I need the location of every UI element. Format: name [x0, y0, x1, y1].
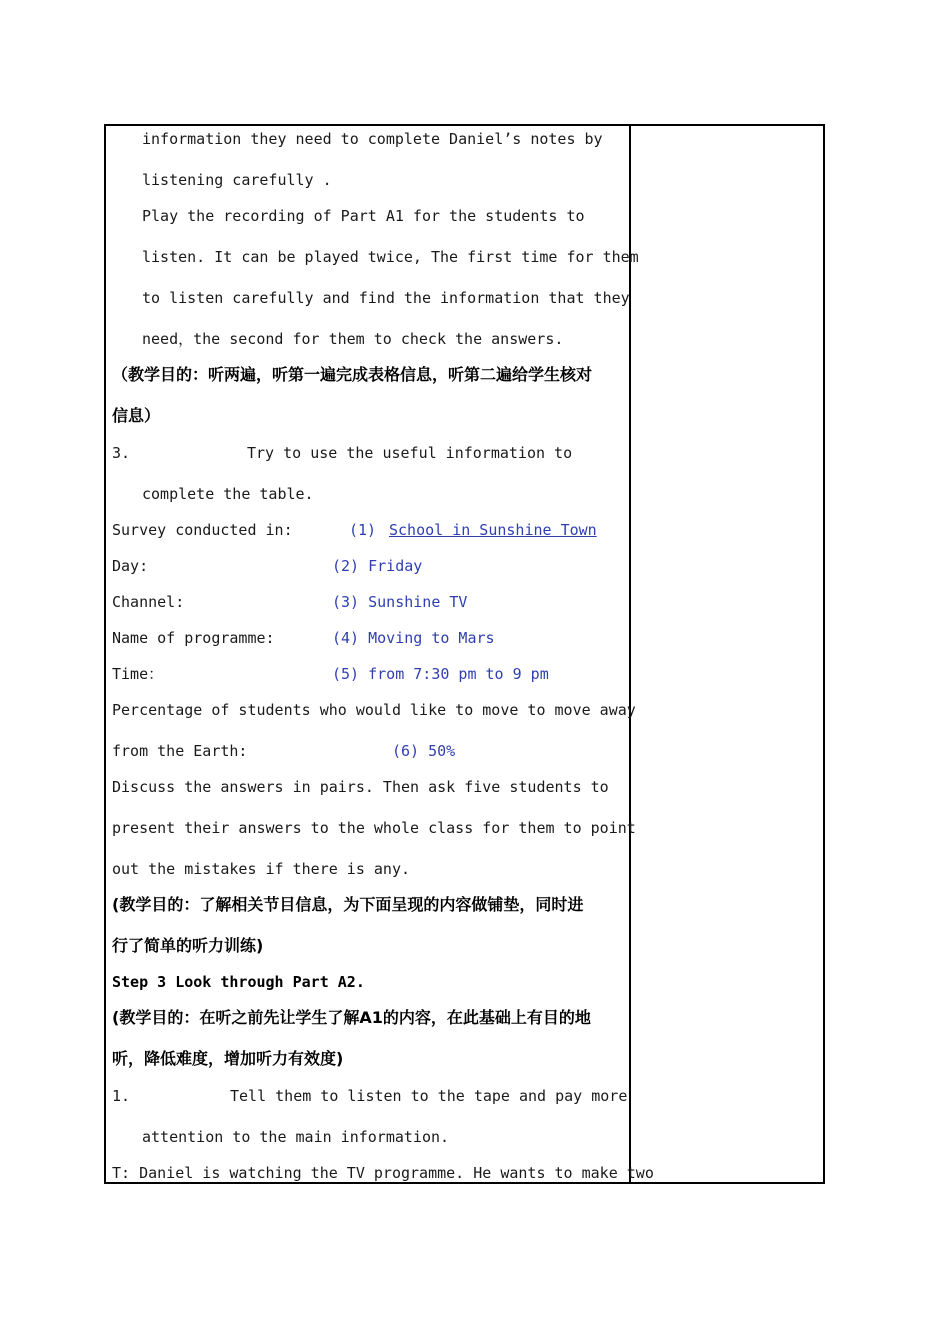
column-divider — [629, 126, 631, 1182]
field-label: from the Earth: — [112, 742, 248, 760]
teaching-purpose-note: 行了简单的听力训练) — [112, 936, 264, 955]
teaching-purpose-note: 信息） — [112, 406, 161, 425]
teaching-purpose-note: (教学目的：了解相关节目信息，为下面呈现的内容做铺垫，同时进 — [112, 895, 584, 914]
answer-value: (5) from 7:30 pm to 9 pm — [332, 665, 549, 683]
text-line: Discuss the answers in pairs. Then ask five students to — [112, 778, 609, 796]
text-line: present their answers to the whole class for them to point — [112, 819, 636, 837]
text-line: out the mistakes if there is any. — [112, 860, 411, 878]
text-line: listen. It can be played twice, The first time for them — [142, 248, 639, 266]
text-line: information they need to complete Daniel’s notes by — [142, 130, 603, 148]
field-label: Time： — [112, 665, 164, 683]
text-line: T: Daniel is watching the TV programme. He wants to make two — [112, 1164, 654, 1182]
text-line: attention to the main information. — [142, 1128, 450, 1146]
text-line: listening carefully . — [142, 171, 332, 189]
teaching-purpose-note: （教学目的：听两遍，听第一遍完成表格信息，听第二遍给学生核对 — [112, 365, 593, 384]
field-label: Day: — [112, 557, 149, 575]
field-label: Survey conducted in: — [112, 521, 293, 539]
answer-value: (3) Sunshine TV — [332, 593, 468, 611]
list-number: 1. — [112, 1087, 131, 1105]
list-number: 3. — [112, 444, 131, 462]
text-line: Tell them to listen to the tape and pay more — [230, 1087, 628, 1105]
text-line: Play the recording of Part A1 for the students to — [142, 207, 585, 225]
teaching-purpose-note: 听，降低难度，增加听力有效度) — [112, 1049, 344, 1068]
answer-value: (4) Moving to Mars — [332, 629, 495, 647]
field-label: Name of programme: — [112, 629, 275, 647]
text-line: need，the second for them to check the answers. — [142, 330, 564, 348]
text-line: to listen carefully and find the information that they — [142, 289, 630, 307]
answer-link[interactable]: School in Sunshine Town — [389, 521, 597, 539]
text-line: complete the table. — [142, 485, 314, 503]
field-label: Percentage of students who would like to move to move away — [112, 701, 636, 719]
teaching-purpose-note: (教学目的：在听之前先让学生了解A1的内容，在此基础上有目的地 — [112, 1008, 591, 1027]
answer-number: (1) — [349, 521, 377, 539]
answer-value: (2) Friday — [332, 557, 423, 575]
field-label: Channel: — [112, 593, 185, 611]
step-heading: Step 3 Look through Part A2. — [112, 973, 365, 991]
text-line: Try to use the useful information to — [247, 444, 573, 462]
answer-value: (6) 50% — [392, 742, 456, 760]
